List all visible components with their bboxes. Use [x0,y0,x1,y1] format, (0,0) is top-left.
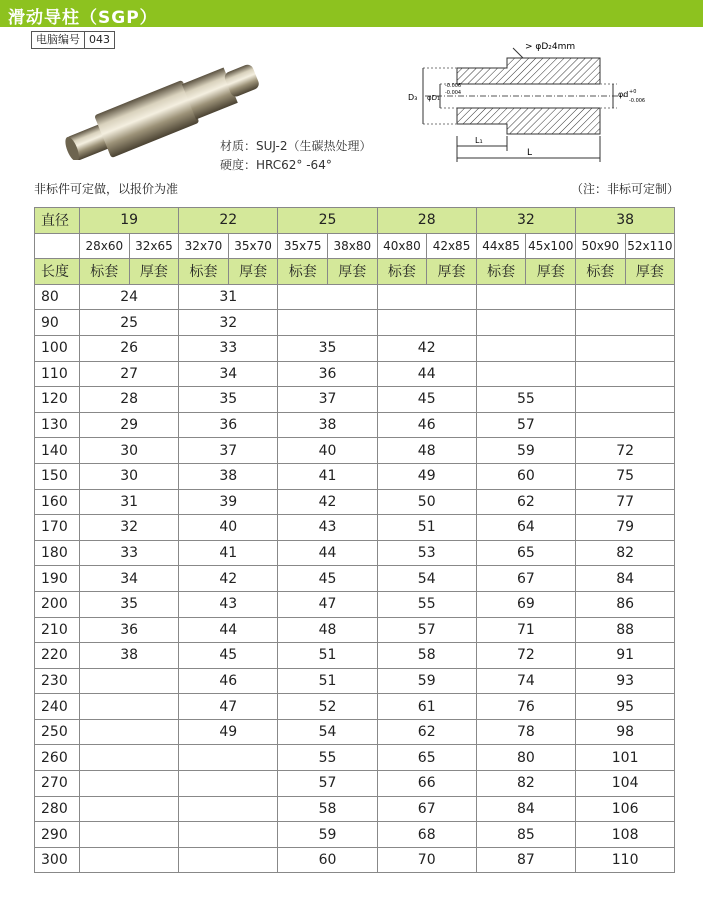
size-cell: 32x65 [129,233,179,259]
type-cell: 标套 [278,259,328,285]
value-cell [576,335,675,361]
length-cell: 140 [35,438,80,464]
value-cell: 27 [80,361,179,387]
value-cell: 44 [377,361,476,387]
type-cell: 厚套 [625,259,675,285]
value-cell [278,284,377,310]
value-cell: 91 [576,643,675,669]
size-cell: 40x80 [377,233,427,259]
size-row [35,233,675,259]
table-row [35,489,675,515]
value-cell: 75 [576,463,675,489]
size-cell: 52x110 [625,233,675,259]
value-cell: 79 [576,515,675,541]
value-cell: 51 [377,515,476,541]
type-cell: 标套 [576,259,626,285]
value-cell: 36 [179,412,278,438]
value-cell: 39 [179,489,278,515]
value-cell [278,310,377,336]
d1-tol-lower: -0.004 [445,90,462,96]
value-cell: 95 [576,694,675,720]
value-cell: 49 [377,463,476,489]
value-cell: 60 [278,847,377,873]
value-cell [80,745,179,771]
value-cell: 38 [278,412,377,438]
value-cell [179,822,278,848]
value-cell [80,694,179,720]
value-cell [80,847,179,873]
value-cell: 55 [476,387,575,413]
value-cell: 62 [476,489,575,515]
value-cell: 45 [278,566,377,592]
spec-table [34,207,675,873]
value-cell: 46 [179,668,278,694]
value-cell: 87 [476,847,575,873]
diameter-cell: 32 [476,208,575,234]
value-cell: 65 [377,745,476,771]
value-cell: 84 [476,796,575,822]
value-cell: 51 [278,643,377,669]
value-cell: 66 [377,771,476,797]
value-cell: 108 [576,822,675,848]
diameter-cell: 19 [80,208,179,234]
size-cell: 45x100 [526,233,576,259]
size-cell: 35x70 [228,233,278,259]
value-cell: 57 [278,771,377,797]
type-cell: 厚套 [328,259,378,285]
value-cell [179,796,278,822]
length-cell: 90 [35,310,80,336]
value-cell: 44 [179,617,278,643]
length-cell: 230 [35,668,80,694]
table-row [35,694,675,720]
value-cell: 47 [278,591,377,617]
table-row [35,284,675,310]
value-cell: 72 [576,438,675,464]
value-cell: 61 [377,694,476,720]
table-row [35,822,675,848]
diameter-label: 直径 [35,208,80,234]
length-cell: 270 [35,771,80,797]
d1-tol-upper: -0.006 [445,83,462,89]
value-cell: 42 [377,335,476,361]
value-cell: 86 [576,591,675,617]
length-cell: 110 [35,361,80,387]
value-cell: 41 [278,463,377,489]
title-bar [0,0,703,27]
size-cell: 32x70 [179,233,229,259]
value-cell: 35 [179,387,278,413]
table-row [35,361,675,387]
table-row [35,591,675,617]
value-cell: 69 [476,591,575,617]
length-cell: 160 [35,489,80,515]
length-cell: 190 [35,566,80,592]
length-cell: 260 [35,745,80,771]
value-cell: 58 [377,643,476,669]
value-cell: 33 [80,540,179,566]
value-cell: 30 [80,438,179,464]
value-cell: 110 [576,847,675,873]
value-cell: 37 [179,438,278,464]
table-row [35,617,675,643]
length-cell: 180 [35,540,80,566]
value-cell: 41 [179,540,278,566]
value-cell [576,284,675,310]
value-cell: 47 [179,694,278,720]
table-row [35,540,675,566]
length-cell: 290 [35,822,80,848]
value-cell: 59 [377,668,476,694]
length-cell: 210 [35,617,80,643]
value-cell: 25 [80,310,179,336]
value-cell: 45 [179,643,278,669]
value-cell: 50 [377,489,476,515]
size-cell: 35x75 [278,233,328,259]
length-cell: 80 [35,284,80,310]
value-cell: 72 [476,643,575,669]
size-cell: 38x80 [328,233,378,259]
value-cell: 57 [476,412,575,438]
value-cell: 71 [476,617,575,643]
value-cell: 32 [179,310,278,336]
d-label: φd [618,90,629,99]
value-cell: 36 [278,361,377,387]
value-cell: 67 [476,566,575,592]
value-cell: 44 [278,540,377,566]
value-cell: 84 [576,566,675,592]
value-cell: 59 [278,822,377,848]
value-cell: 24 [80,284,179,310]
value-cell [576,310,675,336]
l1-label: L₁ [475,136,483,145]
value-cell: 68 [377,822,476,848]
type-row [35,259,675,285]
length-cell: 150 [35,463,80,489]
value-cell: 46 [377,412,476,438]
value-cell: 54 [377,566,476,592]
value-cell [476,310,575,336]
table-row [35,335,675,361]
type-cell: 标套 [377,259,427,285]
value-cell: 76 [476,694,575,720]
value-cell: 49 [179,719,278,745]
d1-label: φD₁ [427,94,440,102]
length-label: 长度 [35,259,80,285]
d-tol-upper: +0 [629,89,637,95]
length-cell: 250 [35,719,80,745]
value-cell [576,387,675,413]
material-text: 材质：SUJ-2（生碳热处理） [220,139,372,153]
value-cell: 42 [278,489,377,515]
table-row [35,566,675,592]
size-cell: 44x85 [476,233,526,259]
value-cell: 74 [476,668,575,694]
code-box [31,31,115,49]
value-cell: 40 [278,438,377,464]
value-cell: 104 [576,771,675,797]
table-row [35,771,675,797]
table-row [35,310,675,336]
value-cell: 31 [179,284,278,310]
diameter-cell: 22 [179,208,278,234]
value-cell [179,847,278,873]
size-blank-cell [35,233,80,259]
value-cell: 32 [80,515,179,541]
value-cell: 26 [80,335,179,361]
value-cell: 80 [476,745,575,771]
technical-drawing [395,36,685,166]
size-cell: 42x85 [427,233,477,259]
value-cell: 45 [377,387,476,413]
value-cell: 42 [179,566,278,592]
value-cell: 93 [576,668,675,694]
value-cell: 33 [179,335,278,361]
value-cell: 82 [476,771,575,797]
value-cell: 34 [179,361,278,387]
code-value: 043 [89,33,110,46]
value-cell: 43 [278,515,377,541]
value-cell: 38 [179,463,278,489]
type-cell: 标套 [476,259,526,285]
custom-note-right: （注：非标可定制） [570,182,679,196]
value-cell: 70 [377,847,476,873]
value-cell: 38 [80,643,179,669]
type-cell: 厚套 [427,259,477,285]
value-cell: 31 [80,489,179,515]
table-row [35,463,675,489]
table-row [35,847,675,873]
value-cell: 51 [278,668,377,694]
diameter-cell: 38 [576,208,675,234]
d3-label: D₃ [408,93,418,102]
l-label: L [527,148,533,158]
value-cell [377,284,476,310]
code-label: 电脑编号 [32,32,85,48]
table-row [35,745,675,771]
value-cell: 78 [476,719,575,745]
value-cell [80,796,179,822]
table-row [35,643,675,669]
value-cell: 54 [278,719,377,745]
value-cell [476,361,575,387]
value-cell: 34 [80,566,179,592]
material-spec [220,137,371,175]
diameter-row [35,208,675,234]
custom-note: 非标件可定做，以报价为准 [34,182,179,196]
length-cell: 300 [35,847,80,873]
value-cell: 36 [80,617,179,643]
value-cell: 58 [278,796,377,822]
value-cell: 37 [278,387,377,413]
value-cell: 52 [278,694,377,720]
value-cell: 48 [377,438,476,464]
value-cell [80,719,179,745]
value-cell [179,771,278,797]
value-cell: 35 [80,591,179,617]
value-cell: 48 [278,617,377,643]
value-cell: 106 [576,796,675,822]
value-cell: 101 [576,745,675,771]
type-cell: 厚套 [526,259,576,285]
value-cell: 60 [476,463,575,489]
diameter-cell: 25 [278,208,377,234]
value-cell: 59 [476,438,575,464]
table-row [35,438,675,464]
value-cell [179,745,278,771]
value-cell: 55 [377,591,476,617]
value-cell: 62 [377,719,476,745]
value-cell: 40 [179,515,278,541]
value-cell: 57 [377,617,476,643]
value-cell: 53 [377,540,476,566]
value-cell: 82 [576,540,675,566]
length-cell: 100 [35,335,80,361]
type-cell: 标套 [80,259,130,285]
value-cell: 64 [476,515,575,541]
value-cell: 77 [576,489,675,515]
type-cell: 厚套 [228,259,278,285]
size-cell: 50x90 [576,233,626,259]
d-tol-lower: -0.006 [629,98,646,104]
value-cell [80,822,179,848]
length-cell: 240 [35,694,80,720]
value-cell: 98 [576,719,675,745]
value-cell: 35 [278,335,377,361]
type-cell: 厚套 [129,259,179,285]
length-cell: 130 [35,412,80,438]
value-cell [80,668,179,694]
value-cell [476,284,575,310]
length-cell: 200 [35,591,80,617]
value-cell [476,335,575,361]
type-cell: 标套 [179,259,229,285]
table-row [35,412,675,438]
length-cell: 120 [35,387,80,413]
d2-label: > φD₂4mm [525,42,576,52]
value-cell [576,412,675,438]
hardness-text: 硬度：HRC62° -64° [220,158,332,172]
table-row [35,668,675,694]
value-cell: 65 [476,540,575,566]
value-cell: 28 [80,387,179,413]
value-cell [377,310,476,336]
value-cell: 29 [80,412,179,438]
length-cell: 220 [35,643,80,669]
value-cell [576,361,675,387]
page-title: 滑动导柱（SGP） [8,8,158,28]
value-cell [80,771,179,797]
value-cell: 67 [377,796,476,822]
value-cell: 85 [476,822,575,848]
value-cell: 30 [80,463,179,489]
length-cell: 280 [35,796,80,822]
value-cell: 88 [576,617,675,643]
value-cell: 43 [179,591,278,617]
table-row [35,515,675,541]
length-cell: 170 [35,515,80,541]
value-cell: 55 [278,745,377,771]
table-row [35,796,675,822]
table-row [35,719,675,745]
diameter-cell: 28 [377,208,476,234]
size-cell: 28x60 [80,233,130,259]
table-row [35,387,675,413]
